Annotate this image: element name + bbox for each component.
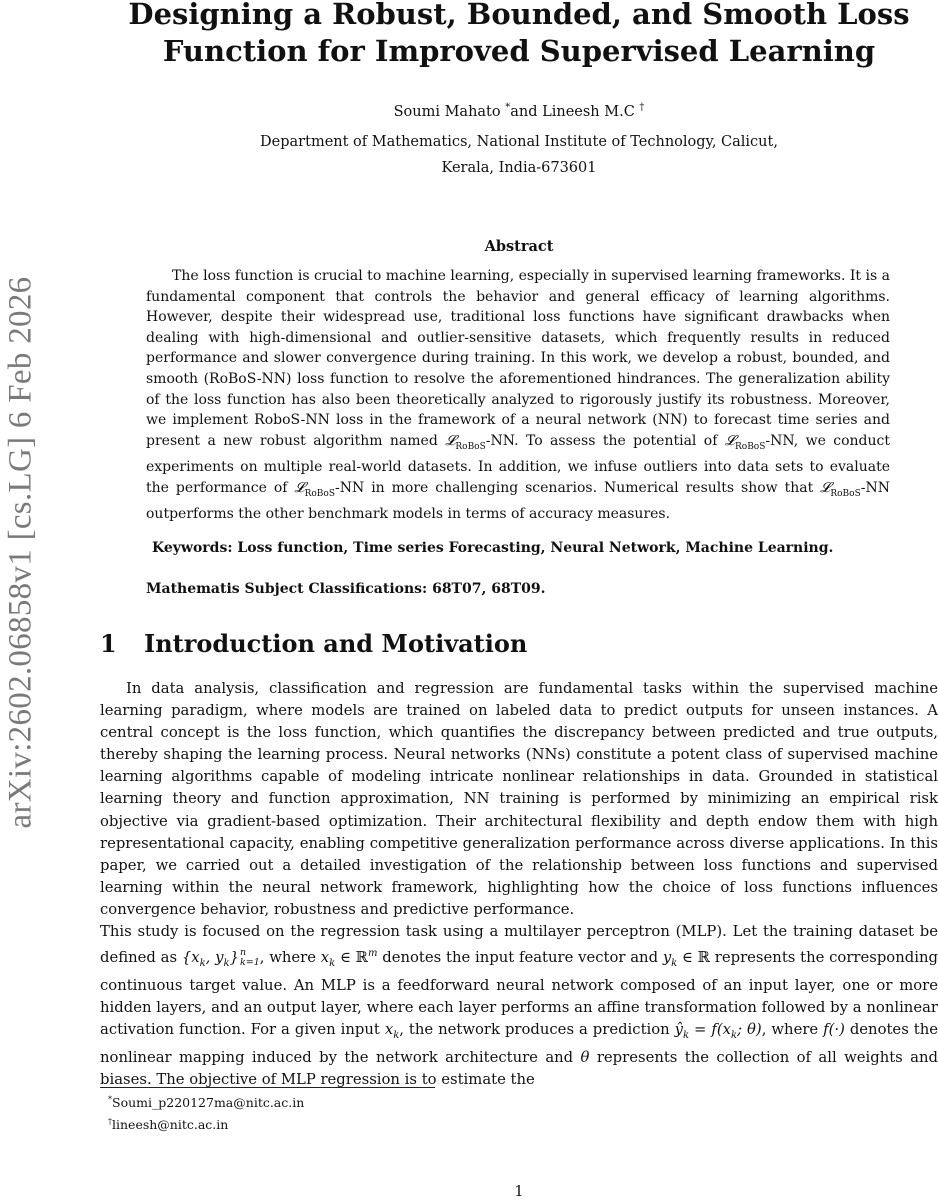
intro-text: denotes the nonlinear mapping induced by the network architecture and (100, 1021, 938, 1067)
algo-symbol: 𝓛 (294, 479, 305, 496)
author-2-mark: † (639, 102, 645, 113)
footnote-email-1: Soumi_p220127ma@nitc.ac.in (112, 1095, 305, 1111)
math-sub: k (199, 958, 206, 969)
math-prediction (674, 1021, 762, 1042)
section-title: Introduction and Motivation (144, 629, 528, 658)
footnote-1 (108, 1090, 304, 1112)
algo-name (445, 432, 515, 452)
math-sub: k (329, 958, 336, 969)
math-sub: k (223, 958, 230, 969)
math-limits (240, 948, 260, 968)
math-part: x (384, 1021, 394, 1039)
intro-text: This study is focused on the regression task using a multilayer perceptron (MLP). Let the training dataset be defined as (100, 923, 938, 967)
abstract-body (146, 266, 890, 525)
affiliation (100, 129, 938, 181)
math-part: ; θ) (737, 1021, 762, 1039)
math-sup: m (368, 948, 378, 960)
math-sub: k=1 (239, 957, 260, 969)
algo-suffix: -NN (765, 432, 794, 449)
algo-suffix: -NN (335, 479, 365, 496)
footnote-mark: * (108, 1095, 112, 1104)
algo-name (820, 479, 890, 499)
algo-sub: RoBoS (830, 488, 861, 499)
algo-sub: RoBoS (304, 488, 336, 499)
math-part: , y (205, 949, 224, 967)
algo-sub: RoBoS (735, 441, 766, 452)
math-sup: n (239, 947, 247, 959)
intro-text: , where (761, 1021, 824, 1039)
abstract-text-3: , we conduct experiments on multiple real-world datasets. In addition, we infuse outliers into data sets to evaluate the performance of (146, 432, 890, 496)
author-1-mark: * (505, 102, 511, 113)
intro-text: , the network produces a prediction (399, 1021, 675, 1039)
abstract-text-4: in more challenging scenarios. Numerical results show that (364, 479, 821, 496)
author-2: and Lineesh M.C (510, 103, 635, 120)
algo-symbol: 𝓛 (445, 432, 456, 449)
arxiv-identifier: arXiv:2602.06858v1 [cs.LG] 6 Feb 2026 (2, 276, 39, 828)
algo-suffix: -NN (860, 479, 890, 496)
math-y (662, 949, 678, 969)
math-theta: θ (580, 1049, 590, 1067)
math-part: ∈ ℝ (335, 949, 368, 967)
math-sub: k (671, 958, 678, 969)
math-part: } (229, 949, 239, 967)
algo-suffix: -NN (485, 432, 515, 449)
math-sub: k (393, 1030, 400, 1042)
math-part: y (662, 949, 672, 967)
algo-symbol: 𝓛 (820, 479, 831, 496)
abstract-heading: Abstract (484, 238, 554, 255)
math-sub: k (731, 1030, 738, 1042)
footnote-email-2: lineesh@nitc.ac.in (112, 1117, 229, 1133)
footnotes (108, 1090, 304, 1134)
authors-line (100, 102, 938, 120)
math-x (320, 949, 336, 969)
math-part: ∈ ℝ (677, 949, 711, 967)
math-part: ŷ (674, 1021, 684, 1039)
footnote-mark: † (108, 1117, 112, 1127)
abstract-text-2: . To assess the potential of (514, 432, 725, 449)
abstract-text-1: The loss function is crucial to machine learning, especially in supervised learning frameworks. It is a fundamental component that controls the behavior and general efficacy of learning algorithms. However, despite their widespread use, traditional loss functions have significant drawbacks when dealing with high-dimensional and outlier-sensitive datasets, which frequently results in reduced performance and slower convergence during training. In this work, we develop a robust, bounded, and smooth (RoBoS-NN) loss function to resolve the aforementioned hindrances. The generalization ability of the loss function has also been theoretically analyzed to rigorously justify its robustness. Moreover, we implement RoboS-NN loss in the framework of a neural network (NN) to forecast time series and present a new robust algorithm named (146, 268, 890, 449)
paper-title: Designing a Robust, Bounded, and Smooth Loss Function for Improved Supervised Learning (128, 0, 910, 68)
math-sub: k (683, 1030, 690, 1042)
math-dataset (181, 947, 260, 969)
intro-paragraph-1: In data analysis, classification and regression are fundamental tasks within the supervised machine learning paradigm, where models are trained on labeled data to predict outputs for unseen instances. A central concept is the loss function, which quantifies the discrepancy between predicted and true outputs, thereby shaping the learning process. Neural networks (NNs) constitute a potent class of supervised machine learning algorithms capable of modeling intricate nonlinear relationships in data. Grounded in statistical learning theory and function approximation, NN training is performed by minimizing an empirical risk objective via gradient-based optimization. Their architectural flexibility and depth endow them with high representational capacity, enabling competitive generalization performance across diverse applications. In this paper, we carried out a detailed investigation of the relationship between loss functions and supervised learning within the neural network framework, highlighting how the choice of loss functions influences convergence behavior, robustness and predictive performance. (100, 680, 938, 918)
math-f: f(·) (823, 1021, 845, 1039)
algo-name (724, 432, 794, 452)
intro-text: denotes the input feature vector and (377, 949, 663, 967)
section-number: 1 (100, 629, 117, 658)
intro-text: , where (259, 949, 321, 967)
section-heading (100, 629, 527, 658)
algo-name (294, 479, 365, 499)
abstract-text-5: outperforms the other benchmark models in terms of accuracy measures. (146, 506, 671, 523)
author-1: Soumi Mahato (393, 103, 501, 120)
math-part: x (320, 949, 330, 967)
math-x (384, 1021, 400, 1042)
algo-sub: RoBoS (455, 441, 486, 452)
affiliation-line-2: Kerala, India-673601 (441, 160, 597, 176)
page-number: 1 (514, 1184, 524, 1200)
arxiv-sidebar-stamp (0, 232, 44, 872)
algo-symbol: 𝓛 (724, 432, 735, 449)
math-part: = f(x (689, 1021, 731, 1039)
intro-text: represents the corresponding continuous target value. An MLP is a feedforward neural network composed of an input layer, one or more hidden layers, and an output layer, where each layer performs an affine transformation followed by a nonlinear activation function. For a given input (100, 949, 938, 1039)
math-part: {x (181, 949, 200, 967)
affiliation-line-1: Department of Mathematics, National Institute of Technology, Calicut, (260, 134, 778, 150)
keywords: Keywords: Loss function, Time series Forecasting, Neural Network, Machine Learning. (152, 540, 834, 556)
subject-classifications: Mathematis Subject Classifications: 68T07, 68T09. (146, 581, 546, 597)
footnote-2 (108, 1112, 304, 1134)
intro-text: represents the collection of all weights and biases. The objective of MLP regression is to estimate the (100, 1049, 938, 1089)
intro-paragraph-2 (100, 921, 938, 1091)
introduction-body (100, 678, 938, 1092)
footnote-rule (100, 1087, 435, 1088)
